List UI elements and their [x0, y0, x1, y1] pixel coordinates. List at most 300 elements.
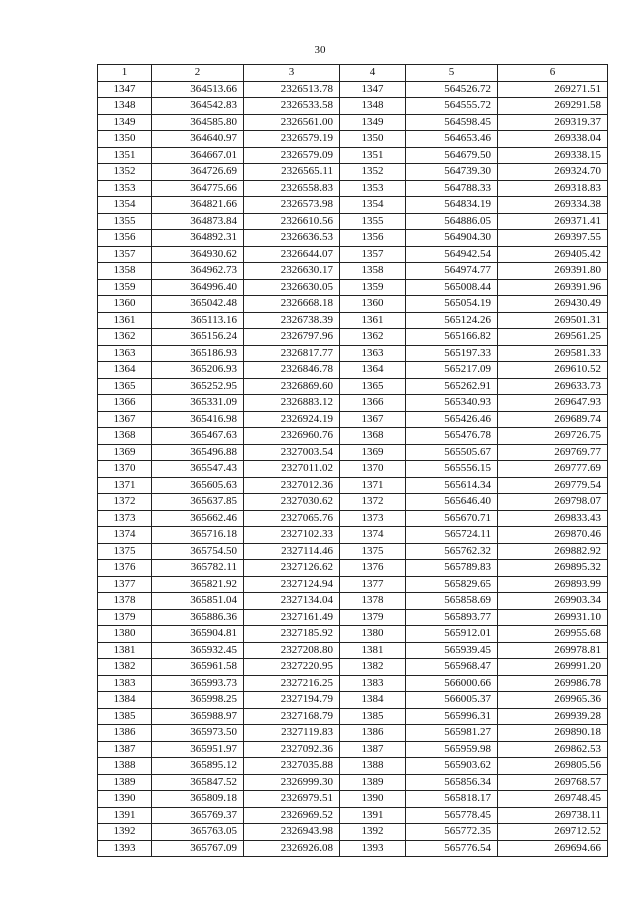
coordinate-cell: 565054.19 [406, 296, 498, 313]
table-row [98, 147, 608, 164]
point-number-cell: 1367 [340, 411, 406, 428]
point-number-cell: 1351 [340, 147, 406, 164]
coordinates-table [97, 64, 608, 857]
coordinate-cell: 365904.81 [152, 626, 244, 643]
coordinate-cell: 565856.34 [406, 774, 498, 791]
point-number-cell: 1362 [98, 329, 152, 346]
coordinate-cell: 2326797.96 [244, 329, 340, 346]
coordinate-cell: 364930.62 [152, 246, 244, 263]
coordinate-cell: 565912.01 [406, 626, 498, 643]
point-number-cell: 1357 [98, 246, 152, 263]
coordinate-cell: 2326869.60 [244, 378, 340, 395]
coordinate-cell: 2326969.52 [244, 807, 340, 824]
coordinate-cell: 364821.66 [152, 197, 244, 214]
point-number-cell: 1347 [340, 81, 406, 98]
coordinate-cell: 365895.12 [152, 758, 244, 775]
coordinate-cell: 2326558.83 [244, 180, 340, 197]
point-number-cell: 1376 [98, 560, 152, 577]
coordinate-cell: 2327012.36 [244, 477, 340, 494]
coordinate-cell: 365547.43 [152, 461, 244, 478]
point-number-cell: 1367 [98, 411, 152, 428]
coordinate-cell: 269978.81 [498, 642, 608, 659]
coordinate-cell: 565166.82 [406, 329, 498, 346]
point-number-cell: 1353 [98, 180, 152, 197]
point-number-cell: 1359 [340, 279, 406, 296]
point-number-cell: 1387 [98, 741, 152, 758]
point-number-cell: 1348 [340, 98, 406, 115]
point-number-cell: 1354 [98, 197, 152, 214]
table-row [98, 675, 608, 692]
coordinate-cell: 2326846.78 [244, 362, 340, 379]
coordinate-cell: 564598.45 [406, 114, 498, 131]
point-number-cell: 1373 [98, 510, 152, 527]
coordinate-cell: 365662.46 [152, 510, 244, 527]
coordinate-cell: 564788.33 [406, 180, 498, 197]
table-row [98, 81, 608, 98]
coordinate-cell: 269895.32 [498, 560, 608, 577]
point-number-cell: 1362 [340, 329, 406, 346]
point-number-cell: 1373 [340, 510, 406, 527]
coordinate-cell: 2326817.77 [244, 345, 340, 362]
coordinate-cell: 2327168.79 [244, 708, 340, 725]
coordinate-cell: 564555.72 [406, 98, 498, 115]
coordinate-cell: 269291.58 [498, 98, 608, 115]
table-row [98, 164, 608, 181]
coordinate-cell: 2326630.05 [244, 279, 340, 296]
coordinate-cell: 565789.83 [406, 560, 498, 577]
coordinate-cell: 364640.97 [152, 131, 244, 148]
coordinate-cell: 565724.11 [406, 527, 498, 544]
coordinate-cell: 565772.35 [406, 824, 498, 841]
point-number-cell: 1348 [98, 98, 152, 115]
coordinate-cell: 564886.05 [406, 213, 498, 230]
coordinate-cell: 565959.98 [406, 741, 498, 758]
coordinate-cell: 365932.45 [152, 642, 244, 659]
point-number-cell: 1391 [98, 807, 152, 824]
table-row [98, 576, 608, 593]
point-number-cell: 1359 [98, 279, 152, 296]
coordinate-cell: 365496.88 [152, 444, 244, 461]
point-number-cell: 1384 [340, 692, 406, 709]
table-row [98, 774, 608, 791]
coordinate-cell: 2327220.95 [244, 659, 340, 676]
coordinate-cell: 269689.74 [498, 411, 608, 428]
coordinate-cell: 269501.31 [498, 312, 608, 329]
coordinate-cell: 2326883.12 [244, 395, 340, 412]
page-number: 30 [314, 44, 326, 56]
coordinate-cell: 269931.10 [498, 609, 608, 626]
coordinate-cell: 2327185.92 [244, 626, 340, 643]
coordinate-cell: 2327030.62 [244, 494, 340, 511]
coordinate-cell: 2326943.98 [244, 824, 340, 841]
coordinate-cell: 2326610.56 [244, 213, 340, 230]
point-number-cell: 1379 [340, 609, 406, 626]
table-row [98, 444, 608, 461]
table-row [98, 659, 608, 676]
coordinate-cell: 2326979.51 [244, 791, 340, 808]
coordinate-cell: 564653.46 [406, 131, 498, 148]
coordinate-cell: 269271.51 [498, 81, 608, 98]
coordinate-cell: 2326644.07 [244, 246, 340, 263]
coordinate-cell: 364892.31 [152, 230, 244, 247]
point-number-cell: 1365 [340, 378, 406, 395]
table-row [98, 329, 608, 346]
coordinate-cell: 269738.11 [498, 807, 608, 824]
point-number-cell: 1355 [340, 213, 406, 230]
table-row [98, 824, 608, 841]
point-number-cell: 1390 [340, 791, 406, 808]
point-number-cell: 1369 [98, 444, 152, 461]
coordinate-cell: 269712.52 [498, 824, 608, 841]
coordinate-cell: 565505.67 [406, 444, 498, 461]
coordinate-cell: 269939.28 [498, 708, 608, 725]
coordinate-cell: 565556.15 [406, 461, 498, 478]
coordinate-cell: 269334.38 [498, 197, 608, 214]
coordinate-cell: 564526.72 [406, 81, 498, 98]
coordinate-cell: 364585.80 [152, 114, 244, 131]
point-number-cell: 1355 [98, 213, 152, 230]
coordinate-cell: 2326579.19 [244, 131, 340, 148]
point-number-cell: 1390 [98, 791, 152, 808]
coordinate-cell: 565217.09 [406, 362, 498, 379]
coordinate-cell: 2326565.11 [244, 164, 340, 181]
coordinate-cell: 269890.18 [498, 725, 608, 742]
coordinate-cell: 2327208.80 [244, 642, 340, 659]
coordinate-cell: 565670.71 [406, 510, 498, 527]
point-number-cell: 1388 [98, 758, 152, 775]
coordinate-cell: 365767.09 [152, 840, 244, 857]
coordinate-cell: 565124.26 [406, 312, 498, 329]
coordinate-cell: 2327124.94 [244, 576, 340, 593]
coordinate-cell: 365331.09 [152, 395, 244, 412]
coordinate-cell: 269779.54 [498, 477, 608, 494]
coordinate-cell: 2327161.49 [244, 609, 340, 626]
point-number-cell: 1358 [340, 263, 406, 280]
coordinate-cell: 2326636.53 [244, 230, 340, 247]
coordinate-cell: 565762.32 [406, 543, 498, 560]
coordinate-cell: 565893.77 [406, 609, 498, 626]
point-number-cell: 1386 [98, 725, 152, 742]
coordinate-cell: 2326960.76 [244, 428, 340, 445]
coordinate-cell: 2327011.02 [244, 461, 340, 478]
point-number-cell: 1382 [340, 659, 406, 676]
point-number-cell: 1378 [98, 593, 152, 610]
coordinate-cell: 2326533.58 [244, 98, 340, 115]
coordinate-cell: 365605.63 [152, 477, 244, 494]
coordinate-cell: 365886.36 [152, 609, 244, 626]
coordinate-cell: 269991.20 [498, 659, 608, 676]
table-row [98, 114, 608, 131]
point-number-cell: 1361 [340, 312, 406, 329]
coordinate-cell: 269862.53 [498, 741, 608, 758]
table-row [98, 543, 608, 560]
coordinate-cell: 565829.65 [406, 576, 498, 593]
point-number-cell: 1380 [340, 626, 406, 643]
coordinate-cell: 364667.01 [152, 147, 244, 164]
point-number-cell: 1383 [98, 675, 152, 692]
coordinate-cell: 269768.57 [498, 774, 608, 791]
coordinate-cell: 365042.48 [152, 296, 244, 313]
coordinate-cell: 2326738.39 [244, 312, 340, 329]
coordinate-cell: 269338.15 [498, 147, 608, 164]
coordinate-cell: 269324.70 [498, 164, 608, 181]
coordinate-cell: 365763.05 [152, 824, 244, 841]
point-number-cell: 1363 [340, 345, 406, 362]
coordinate-cell: 2327114.46 [244, 543, 340, 560]
coordinate-cell: 2326579.09 [244, 147, 340, 164]
coordinate-cell: 2327216.25 [244, 675, 340, 692]
header-row [98, 65, 608, 82]
table-row [98, 725, 608, 742]
point-number-cell: 1371 [340, 477, 406, 494]
coordinate-cell: 269694.66 [498, 840, 608, 857]
column-header: 2 [152, 65, 244, 82]
point-number-cell: 1389 [98, 774, 152, 791]
coordinate-cell: 269610.52 [498, 362, 608, 379]
coordinate-cell: 365716.18 [152, 527, 244, 544]
coordinate-cell: 269769.77 [498, 444, 608, 461]
coordinate-cell: 564974.77 [406, 263, 498, 280]
point-number-cell: 1352 [98, 164, 152, 181]
coordinate-cell: 269965.36 [498, 692, 608, 709]
coordinate-cell: 565426.46 [406, 411, 498, 428]
coordinate-cell: 565776.54 [406, 840, 498, 857]
coordinate-cell: 565614.34 [406, 477, 498, 494]
coordinate-cell: 365961.58 [152, 659, 244, 676]
coordinate-cell: 365993.73 [152, 675, 244, 692]
table-row [98, 791, 608, 808]
coordinate-cell: 269397.55 [498, 230, 608, 247]
coordinate-cell: 269391.96 [498, 279, 608, 296]
point-number-cell: 1360 [98, 296, 152, 313]
coordinate-cell: 269805.56 [498, 758, 608, 775]
table-row [98, 131, 608, 148]
coordinate-cell: 269405.42 [498, 246, 608, 263]
point-number-cell: 1369 [340, 444, 406, 461]
table-row [98, 230, 608, 247]
coordinate-cell: 365467.63 [152, 428, 244, 445]
coordinate-cell: 564679.50 [406, 147, 498, 164]
coordinate-cell: 2326926.08 [244, 840, 340, 857]
coordinate-cell: 2326561.00 [244, 114, 340, 131]
coordinate-cell: 269647.93 [498, 395, 608, 412]
coordinate-cell: 365782.11 [152, 560, 244, 577]
table-row [98, 395, 608, 412]
table-row [98, 840, 608, 857]
point-number-cell: 1393 [340, 840, 406, 857]
column-header: 5 [406, 65, 498, 82]
point-number-cell: 1350 [340, 131, 406, 148]
column-header: 4 [340, 65, 406, 82]
point-number-cell: 1358 [98, 263, 152, 280]
point-number-cell: 1384 [98, 692, 152, 709]
table-row [98, 494, 608, 511]
point-number-cell: 1363 [98, 345, 152, 362]
point-number-cell: 1366 [98, 395, 152, 412]
coordinate-cell: 2327126.62 [244, 560, 340, 577]
point-number-cell: 1389 [340, 774, 406, 791]
coordinate-cell: 269338.04 [498, 131, 608, 148]
coordinate-cell: 365809.18 [152, 791, 244, 808]
coordinate-cell: 564834.19 [406, 197, 498, 214]
point-number-cell: 1382 [98, 659, 152, 676]
table-row [98, 758, 608, 775]
point-number-cell: 1356 [98, 230, 152, 247]
column-header: 3 [244, 65, 340, 82]
coordinate-cell: 269798.07 [498, 494, 608, 511]
coordinate-cell: 269581.33 [498, 345, 608, 362]
table-row [98, 461, 608, 478]
coordinate-cell: 565197.33 [406, 345, 498, 362]
coordinate-cell: 269986.78 [498, 675, 608, 692]
table-row [98, 560, 608, 577]
point-number-cell: 1352 [340, 164, 406, 181]
coordinate-cell: 565858.69 [406, 593, 498, 610]
coordinate-cell: 2327092.36 [244, 741, 340, 758]
coordinate-cell: 365851.04 [152, 593, 244, 610]
coordinate-cell: 2327134.04 [244, 593, 340, 610]
point-number-cell: 1379 [98, 609, 152, 626]
coordinate-cell: 565476.78 [406, 428, 498, 445]
point-number-cell: 1374 [340, 527, 406, 544]
table-row [98, 807, 608, 824]
point-number-cell: 1351 [98, 147, 152, 164]
coordinate-cell: 269833.43 [498, 510, 608, 527]
coordinate-cell: 2326513.78 [244, 81, 340, 98]
coordinate-cell: 364726.69 [152, 164, 244, 181]
table-row [98, 246, 608, 263]
table-row [98, 741, 608, 758]
point-number-cell: 1375 [340, 543, 406, 560]
point-number-cell: 1375 [98, 543, 152, 560]
point-number-cell: 1391 [340, 807, 406, 824]
coordinate-cell: 269318.83 [498, 180, 608, 197]
coordinate-cell: 565939.45 [406, 642, 498, 659]
table-row [98, 428, 608, 445]
coordinate-cell: 269870.46 [498, 527, 608, 544]
coordinate-cell: 269319.37 [498, 114, 608, 131]
table-row [98, 477, 608, 494]
point-number-cell: 1376 [340, 560, 406, 577]
point-number-cell: 1372 [98, 494, 152, 511]
coordinate-cell: 269903.34 [498, 593, 608, 610]
coordinate-cell: 365973.50 [152, 725, 244, 742]
table-row [98, 626, 608, 643]
coordinate-cell: 269726.75 [498, 428, 608, 445]
table-row [98, 362, 608, 379]
coordinate-cell: 2326924.19 [244, 411, 340, 428]
coordinate-cell: 365252.95 [152, 378, 244, 395]
coordinate-cell: 565968.47 [406, 659, 498, 676]
coordinate-cell: 269633.73 [498, 378, 608, 395]
point-number-cell: 1350 [98, 131, 152, 148]
coordinate-cell: 365847.52 [152, 774, 244, 791]
point-number-cell: 1380 [98, 626, 152, 643]
coordinate-cell: 565903.62 [406, 758, 498, 775]
point-number-cell: 1347 [98, 81, 152, 98]
point-number-cell: 1392 [98, 824, 152, 841]
coordinate-cell: 269777.69 [498, 461, 608, 478]
point-number-cell: 1371 [98, 477, 152, 494]
coordinate-cell: 364873.84 [152, 213, 244, 230]
table-row [98, 263, 608, 280]
point-number-cell: 1364 [340, 362, 406, 379]
coordinate-cell: 2327035.88 [244, 758, 340, 775]
coordinate-cell: 269371.41 [498, 213, 608, 230]
coordinate-cell: 364542.83 [152, 98, 244, 115]
coordinate-cell: 565340.93 [406, 395, 498, 412]
table-row [98, 345, 608, 362]
coordinate-cell: 269893.99 [498, 576, 608, 593]
coordinate-cell: 365416.98 [152, 411, 244, 428]
coordinate-cell: 2326668.18 [244, 296, 340, 313]
coordinate-cell: 2327102.33 [244, 527, 340, 544]
point-number-cell: 1377 [340, 576, 406, 593]
coordinate-cell: 2327194.79 [244, 692, 340, 709]
table-row [98, 593, 608, 610]
coordinate-cell: 365186.93 [152, 345, 244, 362]
point-number-cell: 1361 [98, 312, 152, 329]
coordinate-cell: 565981.27 [406, 725, 498, 742]
coordinate-cell: 564942.54 [406, 246, 498, 263]
table-row [98, 180, 608, 197]
table-row [98, 609, 608, 626]
coordinate-cell: 566000.66 [406, 675, 498, 692]
point-number-cell: 1365 [98, 378, 152, 395]
table-row [98, 197, 608, 214]
table-row [98, 296, 608, 313]
coordinate-cell: 365637.85 [152, 494, 244, 511]
coordinate-cell: 365998.25 [152, 692, 244, 709]
point-number-cell: 1356 [340, 230, 406, 247]
point-number-cell: 1383 [340, 675, 406, 692]
coordinate-cell: 364775.66 [152, 180, 244, 197]
coordinate-cell: 365988.97 [152, 708, 244, 725]
point-number-cell: 1366 [340, 395, 406, 412]
coordinate-cell: 566005.37 [406, 692, 498, 709]
point-number-cell: 1378 [340, 593, 406, 610]
table-row [98, 378, 608, 395]
coordinate-cell: 565646.40 [406, 494, 498, 511]
point-number-cell: 1349 [98, 114, 152, 131]
coordinate-cell: 2326573.98 [244, 197, 340, 214]
coordinate-cell: 2326999.30 [244, 774, 340, 791]
coordinate-cell: 2326630.17 [244, 263, 340, 280]
coordinate-cell: 365206.93 [152, 362, 244, 379]
point-number-cell: 1357 [340, 246, 406, 263]
coordinate-cell: 565262.91 [406, 378, 498, 395]
coordinate-cell: 565008.44 [406, 279, 498, 296]
coordinate-cell: 2327065.76 [244, 510, 340, 527]
point-number-cell: 1377 [98, 576, 152, 593]
coordinate-cell: 269748.45 [498, 791, 608, 808]
point-number-cell: 1368 [340, 428, 406, 445]
point-number-cell: 1360 [340, 296, 406, 313]
point-number-cell: 1385 [98, 708, 152, 725]
coordinate-cell: 2327119.83 [244, 725, 340, 742]
point-number-cell: 1364 [98, 362, 152, 379]
point-number-cell: 1393 [98, 840, 152, 857]
coordinate-cell: 564739.30 [406, 164, 498, 181]
point-number-cell: 1381 [98, 642, 152, 659]
point-number-cell: 1388 [340, 758, 406, 775]
point-number-cell: 1354 [340, 197, 406, 214]
coordinate-cell: 269391.80 [498, 263, 608, 280]
coordinate-cell: 269882.92 [498, 543, 608, 560]
coordinate-cell: 364996.40 [152, 279, 244, 296]
table-row [98, 527, 608, 544]
table-row [98, 411, 608, 428]
